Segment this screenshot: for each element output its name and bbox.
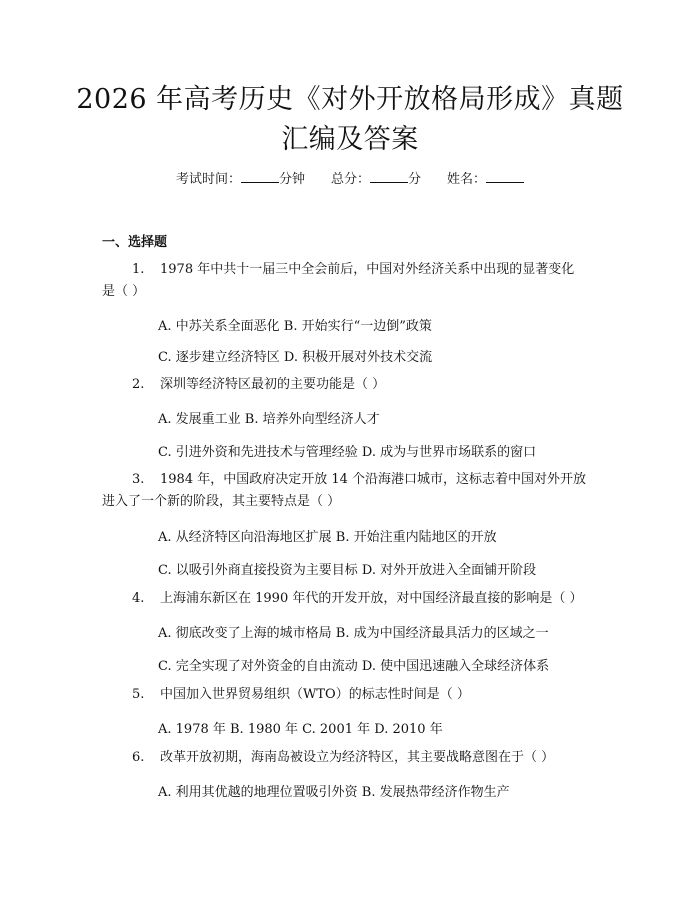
question-number: 2. [132, 377, 145, 392]
question-4-options-ab: A. 彻底改变了上海的城市格局 B. 成为中国经济最具活力的区域之一 [158, 626, 549, 641]
score-blank [370, 170, 408, 183]
score-unit: 分 [408, 172, 422, 187]
time-blank [241, 170, 279, 183]
question-2 [132, 374, 385, 396]
question-3-options-ab: A. 从经济特区向沿海地区扩展 B. 开始注重内陆地区的开放 [158, 530, 497, 545]
question-text-line1: 1978 年中共十一届三中全会前后，中国对外经济关系中出现的显著变化 [160, 262, 575, 277]
question-1-options-cd: C. 逐步建立经济特区 D. 积极开展对外技术交流 [158, 350, 433, 365]
question-3 [102, 469, 586, 513]
question-number: 3. [132, 472, 145, 487]
question-5-options: A. 1978 年 B. 1980 年 C. 2001 年 D. 2010 年 [158, 722, 443, 737]
title-line-2: 汇编及答案 [281, 124, 419, 155]
title-line-1: 2026 年高考历史《对外开放格局形成》真题 [76, 84, 624, 115]
question-text-line2: 进入了一个新的阶段，其主要特点是（ ） [102, 494, 341, 509]
exam-meta [0, 168, 700, 187]
score-label: 总分： [330, 172, 370, 187]
question-number: 5. [132, 687, 145, 702]
question-6 [132, 747, 554, 769]
name-label: 姓名： [447, 172, 487, 187]
question-1 [102, 259, 574, 303]
time-label: 考试时间： [175, 172, 241, 187]
question-1-options-ab: A. 中苏关系全面恶化 B. 开始实行“一边倒”政策 [158, 319, 432, 334]
time-unit: 分钟 [278, 172, 305, 187]
question-number: 1. [132, 262, 145, 277]
question-number: 4. [132, 591, 145, 606]
question-6-options-ab: A. 利用其优越的地理位置吸引外资 B. 发展热带经济作物生产 [158, 785, 510, 800]
question-5 [132, 684, 470, 706]
question-4 [132, 588, 582, 610]
question-text-line1: 中国加入世界贸易组织（WTO）的标志性时间是（ ） [160, 687, 470, 702]
section-title: 一、选择题 [102, 235, 168, 250]
document-title [60, 80, 640, 160]
question-text-line2: 是（ ） [102, 284, 146, 299]
question-text-line1: 上海浦东新区在 1990 年代的开发开放，对中国经济最直接的影响是（ ） [160, 591, 583, 606]
name-blank [486, 170, 524, 183]
question-text-line1: 1984 年，中国政府决定开放 14 个沿海港口城市，这标志着中国对外开放 [160, 472, 587, 487]
question-2-options-ab: A. 发展重工业 B. 培养外向型经济人才 [158, 412, 380, 427]
question-number: 6. [132, 750, 145, 765]
question-2-options-cd: C. 引进外资和先进技术与管理经验 D. 成为与世界市场联系的窗口 [158, 445, 537, 460]
question-text-line1: 改革开放初期，海南岛被设立为经济特区，其主要战略意图在于（ ） [160, 750, 555, 765]
question-4-options-cd: C. 完全实现了对外资金的自由流动 D. 使中国迅速融入全球经济体系 [158, 659, 550, 674]
question-text-line1: 深圳等经济特区最初的主要功能是（ ） [160, 377, 386, 392]
question-3-options-cd: C. 以吸引外商直接投资为主要目标 D. 对外开放进入全面铺开阶段 [158, 563, 537, 578]
